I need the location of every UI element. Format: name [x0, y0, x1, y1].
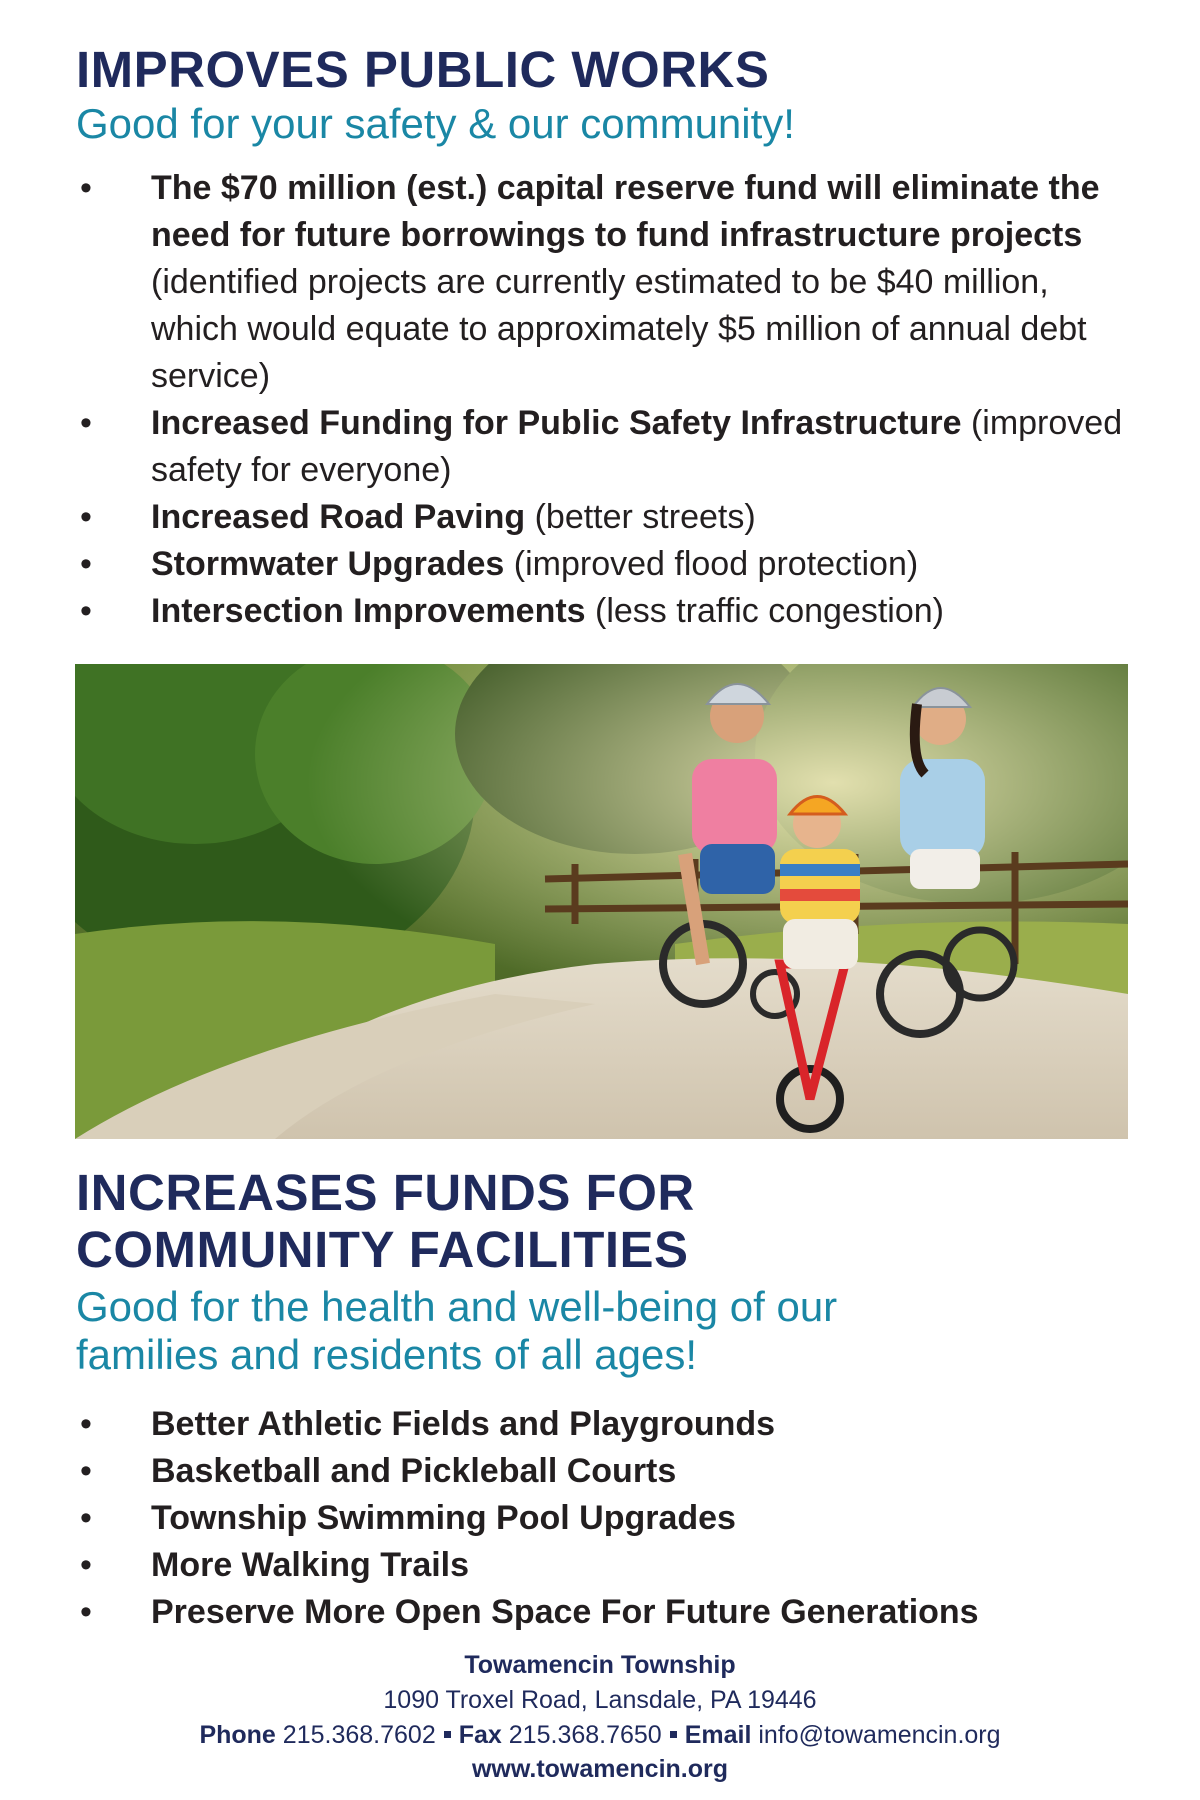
- list-item-text: (identified projects are currently estimated to be $40 million, which would equate to approximately $5 million of annual debt service): [151, 263, 1087, 395]
- list-item-bold-text: Intersection Improvements: [151, 592, 586, 630]
- fax-number: 215.368.7650: [508, 1721, 662, 1749]
- list-item-text: Preserve More Open Space For Future Generations: [151, 1593, 979, 1631]
- bullet-icon: •: [80, 404, 92, 442]
- list-item: [76, 1401, 1136, 1448]
- list-item-text: Basketball and Pickleball Courts: [151, 1452, 677, 1490]
- list-item: [76, 1589, 1136, 1636]
- list-item: [76, 1495, 1136, 1542]
- list-item-text: (better streets): [525, 498, 756, 536]
- list-item: [76, 588, 1136, 635]
- bullet-icon: •: [80, 1499, 92, 1537]
- bullet-icon: •: [80, 1546, 92, 1584]
- community-facilities-subheading-line2: families and residents of all ages!: [76, 1331, 697, 1378]
- public-works-heading: IMPROVES PUBLIC WORKS: [76, 41, 770, 98]
- list-item-bold-text: Increased Funding for Public Safety Infrastructure: [151, 404, 962, 442]
- list-item: [76, 1448, 1136, 1495]
- bullet-icon: •: [80, 1405, 92, 1443]
- separator-icon: [670, 1731, 677, 1738]
- footer-contact-line: [0, 1719, 1200, 1751]
- footer-website: [0, 1753, 1200, 1785]
- list-item-text: (less traffic congestion): [585, 592, 944, 630]
- list-item-bold-text: The $70 million (est.) capital reserve fund will eliminate the need for future borrowings to fund infrastructure projects: [151, 169, 1100, 254]
- email-label: Email: [684, 1721, 752, 1749]
- community-facilities-heading-line1: INCREASES FUNDS FOR: [76, 1164, 695, 1221]
- public-works-subheading: Good for your safety & our community!: [76, 100, 795, 147]
- list-item: [76, 165, 1136, 400]
- public-works-list: [76, 165, 1136, 635]
- list-item-text: More Walking Trails: [151, 1546, 470, 1584]
- list-item: [76, 400, 1136, 494]
- bullet-icon: •: [80, 545, 92, 583]
- list-item-text: Better Athletic Fields and Playgrounds: [151, 1405, 776, 1443]
- bullet-icon: •: [80, 169, 92, 207]
- community-facilities-heading-line2: COMMUNITY FACILITIES: [76, 1221, 689, 1278]
- community-facilities-list: [76, 1401, 1136, 1636]
- bullet-icon: •: [80, 498, 92, 536]
- list-item-text: (improved flood protection): [504, 545, 919, 583]
- separator-icon: [444, 1731, 451, 1738]
- footer-address: 1090 Troxel Road, Lansdale, PA 19446: [383, 1686, 817, 1714]
- community-facilities-subheading-line1: Good for the health and well-being of our: [76, 1283, 838, 1330]
- website-link[interactable]: www.towamencin.org: [471, 1755, 729, 1783]
- list-item: [76, 494, 1136, 541]
- list-item-text: (improved safety for everyone): [151, 404, 1123, 489]
- phone-number[interactable]: 215.368.7602: [282, 1721, 436, 1749]
- bullet-icon: •: [80, 1593, 92, 1631]
- email-link[interactable]: info@towamencin.org: [758, 1721, 1001, 1749]
- bullet-icon: •: [80, 592, 92, 630]
- phone-label: Phone: [199, 1721, 276, 1749]
- list-item: [76, 541, 1136, 588]
- fax-label: Fax: [458, 1721, 502, 1749]
- list-item: [76, 1542, 1136, 1589]
- footer-township-name: [0, 1649, 1200, 1681]
- list-item-text: Township Swimming Pool Upgrades: [151, 1499, 736, 1537]
- family-cycling-photo: [75, 664, 1128, 1139]
- list-item-bold-text: Stormwater Upgrades: [151, 545, 505, 583]
- bullet-icon: •: [80, 1452, 92, 1490]
- township-name: Towamencin Township: [464, 1651, 736, 1679]
- list-item-bold-text: Increased Road Paving: [151, 498, 526, 536]
